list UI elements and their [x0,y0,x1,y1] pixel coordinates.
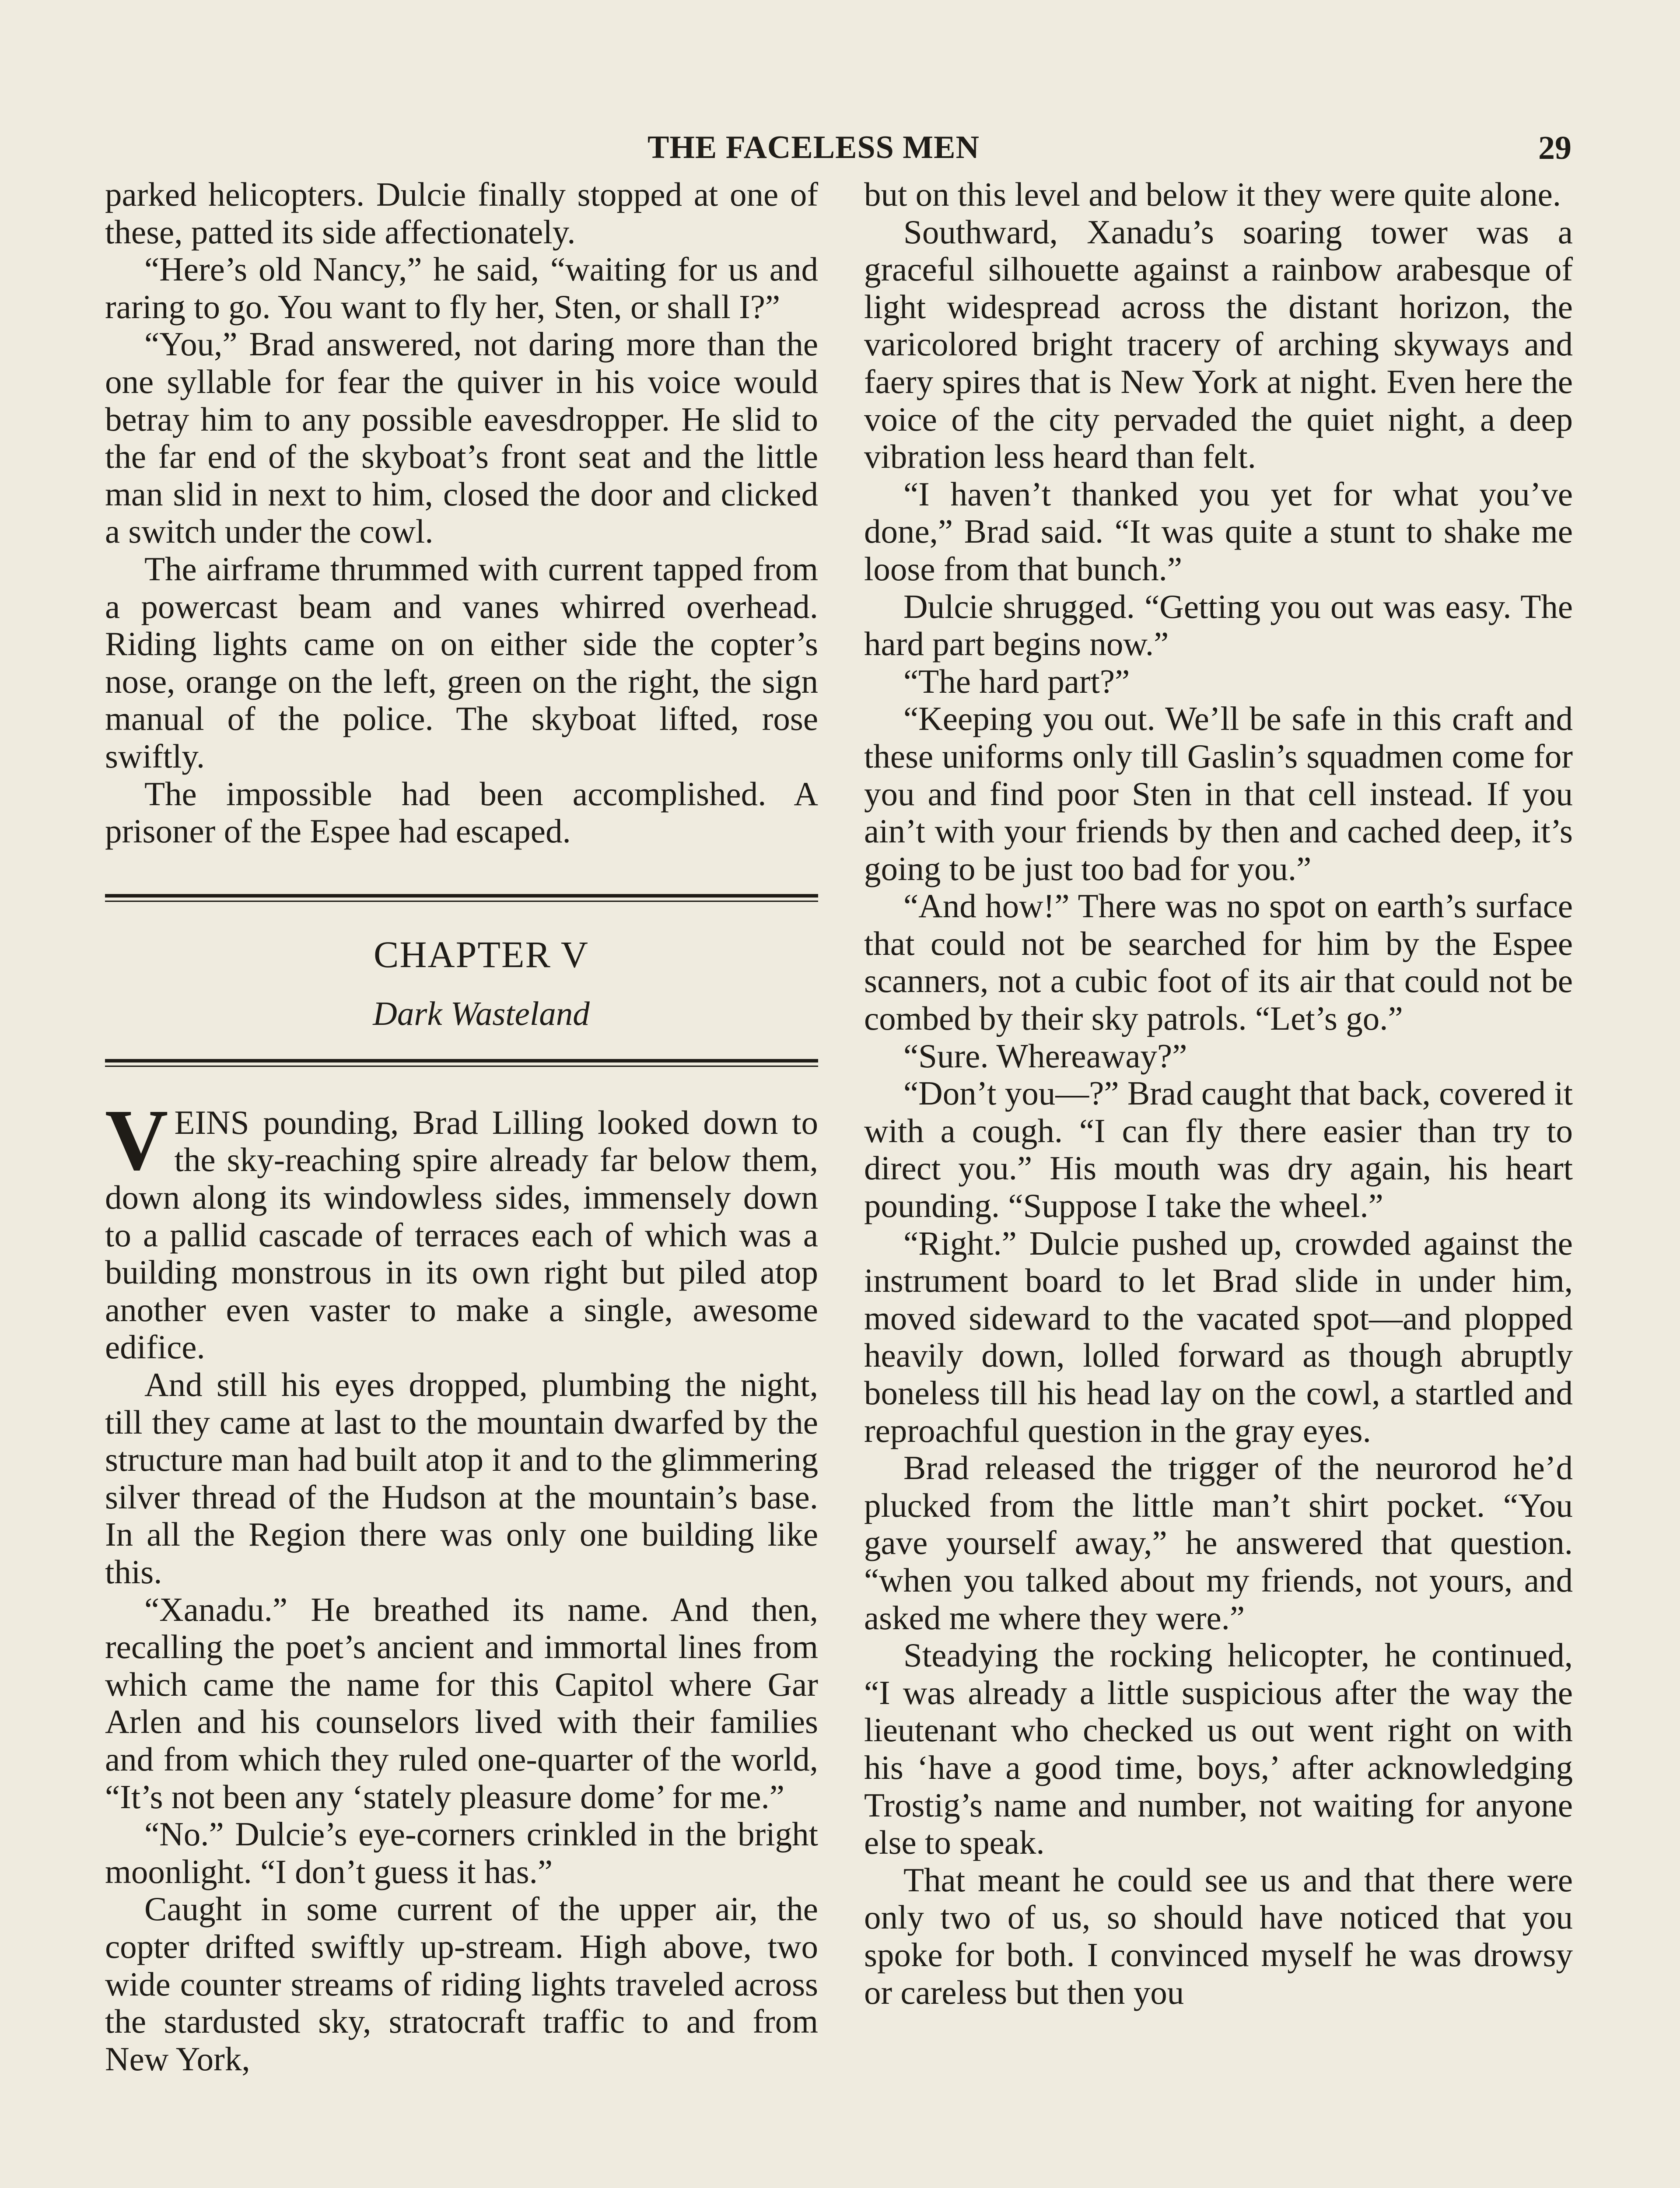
section-divider-bottom [105,1059,818,1067]
paragraph: parked helicopters. Dulcie finally stopped at one of these, patted its side affectionately. [105,175,818,251]
paragraph: Southward, Xanadu’s soaring tower was a graceful silhouette against a rainbow arabesque of light widespread across the distant horizon, the varicolored bright tracery of arching skyways and faery spires that is New York at night. Even here the voice of the city pervaded the quiet night, a deep vibration less heard than felt. [864,213,1573,476]
drop-cap: V [105,1091,168,1189]
paragraph: “The hard part?” [903,662,1130,700]
paragraph: And still his eyes dropped, plumbing the night, till they came at last to the mountain dwarfed by the structure man had built atop it and to the glimmering silver thread of the Hudson at the mountain’s base. In all the Region there was only one building like this. [105,1366,818,1591]
paragraph: “Sure. Whereaway?” [903,1037,1187,1075]
running-header: THE FACELESS MEN [648,130,980,165]
left-column [105,176,818,2078]
paragraph: “And how!” There was no spot on earth’s surface that could not be searched for him by the Espee scanners, not a cubic foot of its air that could not be combed by their sky patrols. “Let’s go.” [864,887,1573,1038]
paragraph: Dulcie shrugged. “Getting you out was easy. The hard part begins now.” [864,587,1573,663]
paragraph: “No.” Dulcie’s eye-corners crinkled in the bright moonlight. “I don’t guess it has.” [105,1815,818,1890]
paragraph: “Right.” Dulcie pushed up, crowded against the instrument board to let Brad slide in under him, moved sideward to the vacated spot—and plopped heavily down, lolled forward as though abruptly boneless till his head lay on the cowl, a startled and reproachful question in the gray eyes. [864,1224,1573,1449]
page-number: 29 [1538,130,1572,166]
paragraph: That meant he could see us and that there were only two of us, so should have noticed that you spoke for both. I convinced myself he was drowsy or careless but then you [864,1861,1573,2011]
paragraph: “Don’t you—?” Brad caught that back, covered it with a cough. “I can fly there easier than try to direct you.” His mouth was dry again, his heart pounding. “Suppose I take the wheel.” [864,1074,1573,1225]
paragraph: The airframe thrummed with current tapped from a powercast beam and vanes whirred overhead. Riding lights came on on either side the copter’s nose, orange on the left, green on the right, the sign manual of the police. The skyboat lifted, rose swiftly. [105,550,818,775]
paragraph: “I haven’t thanked you yet for what you’ve done,” Brad said. “It was quite a stunt to shake me loose from that bunch.” [864,475,1573,588]
paragraph: Brad released the trigger of the neurorod he’d plucked from the little man’t shirt pocket. “You gave yourself away,” he answered that question. “when you talked about my friends, not yours, and asked me where they were.” [864,1449,1573,1637]
paragraph: Caught in some current of the upper air, the copter drifted swiftly up-stream. High above, two wide counter streams of riding lights traveled across the stardusted sky, stratocraft traffic to and from New York, [105,1890,818,2078]
chapter-title: CHAPTER V [374,933,589,975]
right-column [864,176,1573,2011]
paragraph: The impossible had been accomplished. A prisoner of the Espee had escaped. [105,775,818,850]
section-divider-top [105,894,818,902]
paragraph: “Xanadu.” He breathed its name. And then, recalling the poet’s ancient and immortal lines from which came the name for this Capitol where Gar Arlen and his counselors lived with their families and from which they ruled one-quarter of the world, “It’s not been any ‘stately pleasure dome’ for me.” [105,1590,818,1816]
opening-text: EINS pounding, Brad Lilling looked down to the sky-reaching spire already far below them, down along its windowless sides, immensely down to a pallid cascade of terraces each of which was a building monstrous in its own right but piled atop another even vaster to make a single, awesome edifice. [105,1103,818,1366]
paragraph: but on this level and below it they were quite alone. [864,175,1561,213]
paragraph: Steadying the rocking helicopter, he continued, “I was already a little suspicious after the way the lieutenant who checked us out went right on with his ‘have a good time, boys,’ after acknowledging Trostig’s name and number, not waiting for anyone else to speak. [864,1636,1573,1862]
paragraph: “You,” Brad answered, not daring more than the one syllable for fear the quiver in his voice would betray him to any possible eavesdropper. He slid to the far end of the skyboat’s front seat and the little man slid in next to him, closed the door and clicked a switch under the cowl. [105,325,818,551]
paragraph: “Here’s old Nancy,” he said, “waiting for us and raring to go. You want to fly her, Sten, or shall I?” [105,250,818,326]
opening-paragraph [105,1091,818,1366]
chapter-subtitle: Dark Wasteland [373,995,590,1033]
paragraph: “Keeping you out. We’ll be safe in this craft and these uniforms only till Gaslin’s squadmen come for you and find poor Sten in that cell instead. If you ain’t with your friends by then and cached deep, it’s going to be just too bad for you.” [864,700,1573,887]
